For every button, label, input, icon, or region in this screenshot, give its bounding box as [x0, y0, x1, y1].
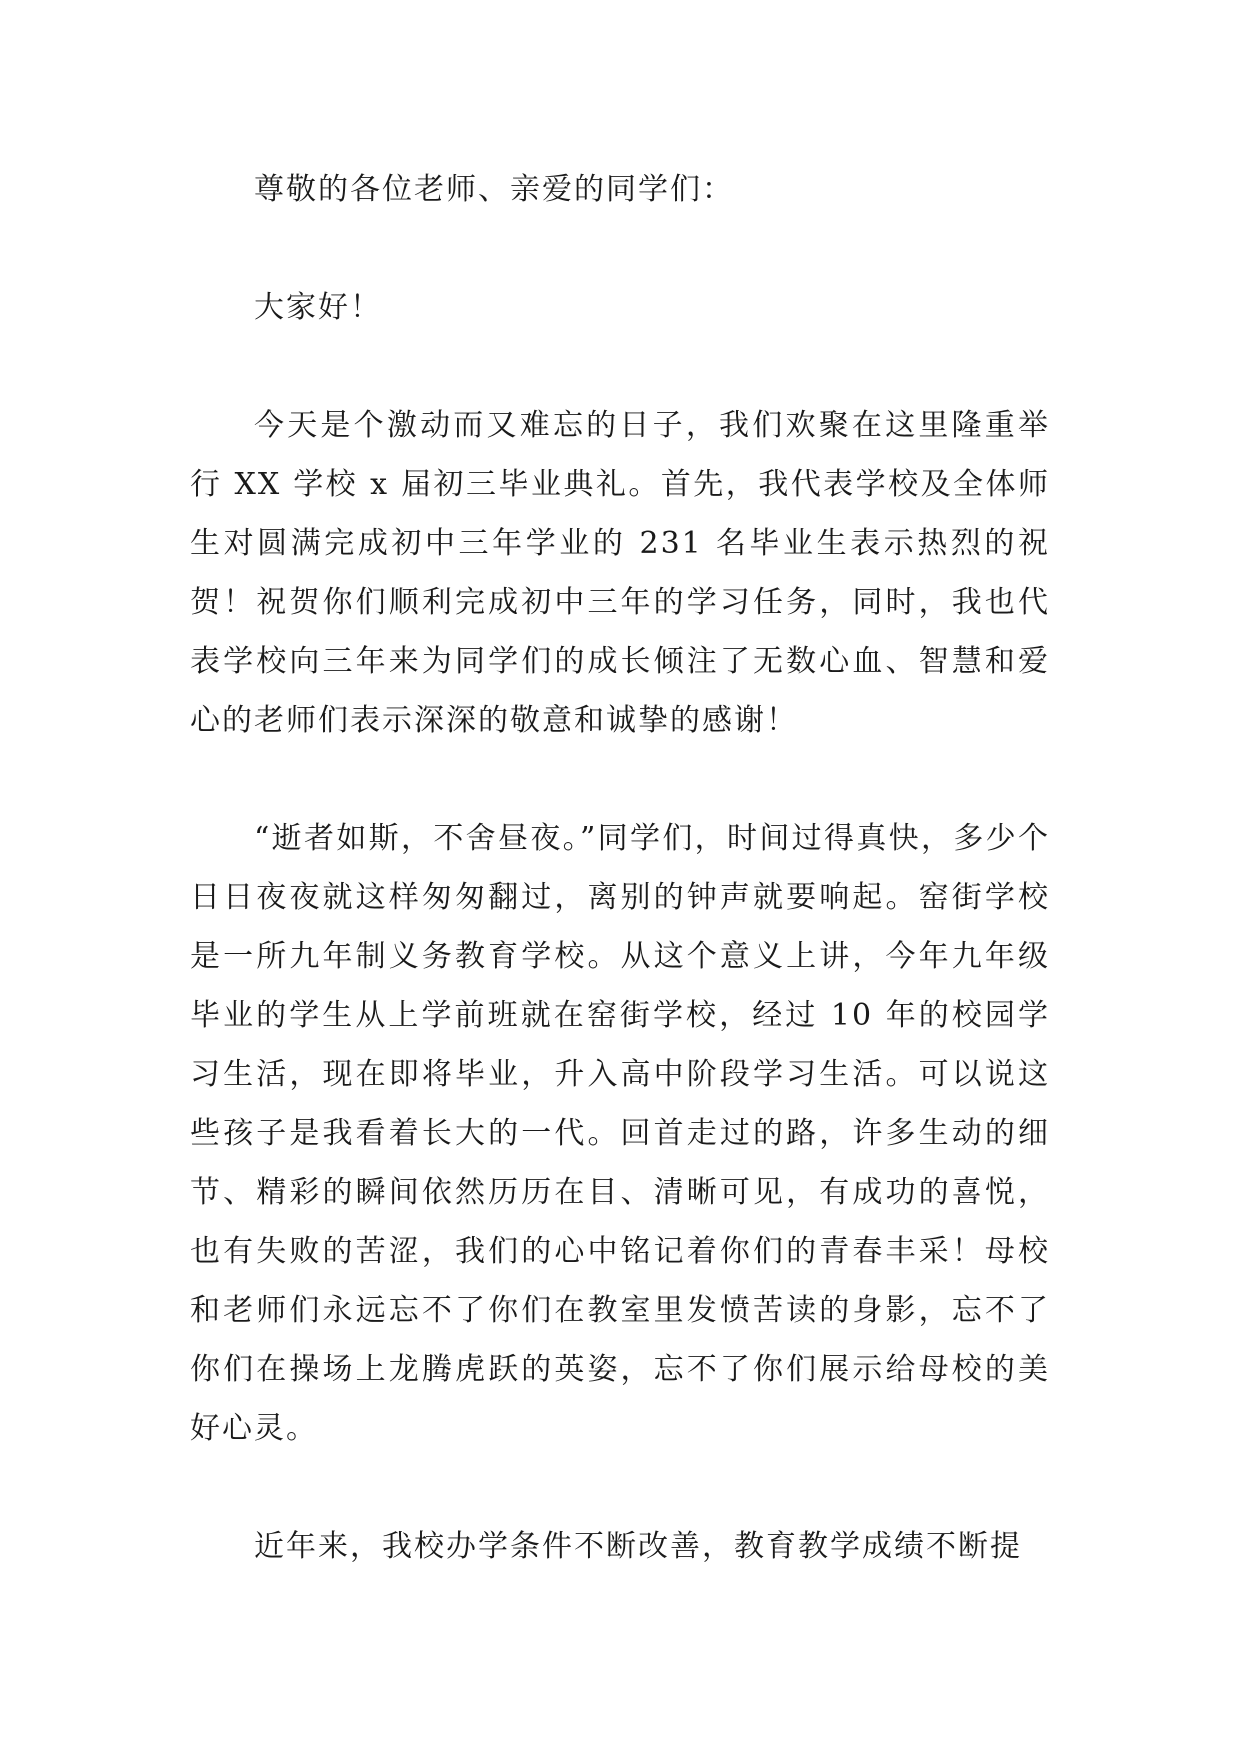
salutation: 尊敬的各位老师、亲爱的同学们： — [254, 172, 734, 207]
paragraph-memories: “逝者如斯，不舍昼夜。”同学们，时间过得真快，多少个日日夜夜就这样匆匆翻过，离别的钟声就要响起。窑街学校是一所九年制义务教育学校。从这个意义上讲，今年九年级毕业的学生从上学前班就在窑街学校，经过 10 年的校园学习生活，现在即将毕业，升入高中阶段学习生活。可以说这些孩子是我看着长大的一代。回首走过的路，许多生动的细节、精彩的瞬间依然历历在目、清晰可见，有成功的喜悦，也有失败的苦涩，我们的心中铭记着你们的青春丰采！母校和老师们永远忘不了你们在教室里发愤苦读的身影，忘不了你们在操场上龙腾虎跃的英姿，忘不了你们展示给母校的美好心灵。 — [190, 821, 1050, 1446]
paragraph-achievements: 近年来，我校办学条件不断改善，教育教学成绩不断提 — [254, 1529, 1022, 1564]
greeting: 大家好！ — [254, 290, 382, 325]
document-body — [190, 160, 1050, 1635]
paragraph-opening: 今天是个激动而又难忘的日子，我们欢聚在这里隆重举行 XX 学校 x 届初三毕业典礼。首先，我代表学校及全体师生对圆满完成初中三年学业的 231 名毕业生表示热烈的祝贺！祝贺你们顺利完成初中三年的学习任务，同时，我也代表学校向三年来为同学们的成长倾注了无数心血、智慧和爱心的老师们表示深深的敬意和诚挚的感谢！ — [190, 408, 1050, 738]
